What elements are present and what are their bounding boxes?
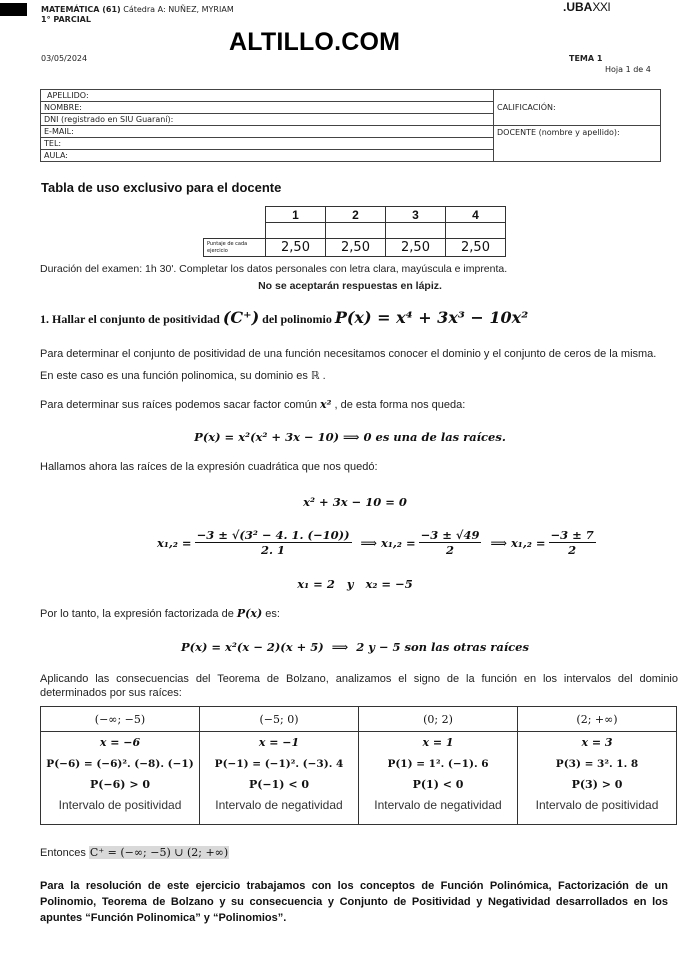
course-chair: Cátedra A: NUÑEZ, MYRIAM xyxy=(120,5,234,14)
duration-instructions: Duración del examen: 1h 30'. Completar los datos personales con letra clara, mayúscula e imprenta. xyxy=(40,263,508,275)
watermark: ALTILLO.COM xyxy=(229,28,401,56)
no-pencil-notice: No se aceptarán respuestas en lápiz. xyxy=(258,280,442,292)
field-apellido[interactable]: APELLIDO: xyxy=(41,90,494,102)
roots-result: x₁ = 2 y x₂ = −5 xyxy=(297,577,413,591)
teacher-table-title: Tabla de uso exclusivo para el docente xyxy=(41,180,282,195)
score-col-2: 2 xyxy=(326,207,386,223)
uba-logo: .UBAXXI xyxy=(563,0,611,14)
quadratic-formula: x₁,₂ = $\frac{\text{−3 ± √(3² − 4. 1. (−10))}}{2. 1}$ ⟹ x₁,₂ = $\frac{-3 \pm √49}{2}$ ⟹ x₁,₂ = $\frac{-3 \pm 7}{2}$ xyxy=(157,528,594,557)
course-header xyxy=(41,5,234,25)
evaluation-2: P(−1) = (−1)². (−3). 4 xyxy=(200,753,359,774)
paragraph-bolzano: Aplicando las consecuencias del Teorema de Bolzano, analizamos el signo de la función en los intervalos del dominio determinados por sus raíces: xyxy=(40,673,678,699)
interval-4: (2; +∞) xyxy=(518,707,677,732)
evaluation-3: P(1) = 1². (−1). 6 xyxy=(359,753,518,774)
evaluation-4: P(3) = 3². 1. 8 xyxy=(518,753,677,774)
positivity-set-result: C⁺ = (−∞; −5) ∪ (2; +∞) xyxy=(89,846,229,859)
redaction-bar xyxy=(0,3,27,16)
course-name: MATEMÁTICA (61) xyxy=(41,5,121,14)
field-dni[interactable]: DNI (registrado en SIU Guaraní): xyxy=(41,114,494,126)
score-cell-3[interactable] xyxy=(386,223,446,239)
equation-factor: P(x) = x²(x² + 3x − 10) ⟹ 0 es una de las raíces. xyxy=(194,430,506,444)
score-cell-1[interactable] xyxy=(266,223,326,239)
field-nombre[interactable]: NOMBRE: xyxy=(41,102,494,114)
exercise-1-statement: 1. Hallar el conjunto de positividad (C⁺) del polinomio P(x) = x⁴ + 3x³ − 10x² xyxy=(40,308,529,327)
paragraph-domain: Para determinar el conjunto de positividad de una función necesitamos conocer el dominio y el conjunto de ceros de la misma. En este caso es una función polinomica, su dominio es ℝ . xyxy=(40,348,657,382)
field-docente[interactable]: DOCENTE (nombre y apellido): xyxy=(494,126,661,162)
score-cell-4[interactable] xyxy=(446,223,506,239)
sign-2: P(−1) < 0 xyxy=(200,774,359,795)
tema-label: TEMA 1 xyxy=(569,54,603,63)
max-score-1: 2,50 xyxy=(266,239,326,257)
equation-factored: P(x) = x²(x − 2)(x + 5) ⟹ 2 y − 5 son las otras raíces xyxy=(181,640,529,654)
score-col-1: 1 xyxy=(266,207,326,223)
conclusion-3: Intervalo de negatividad xyxy=(359,795,518,825)
page-indicator: Hoja 1 de 4 xyxy=(605,65,651,74)
sign-1: P(−6) > 0 xyxy=(41,774,200,795)
test-point-3: x = 1 xyxy=(359,732,518,754)
field-email[interactable]: E-MAIL: xyxy=(41,126,494,138)
paragraph-factored: Por lo tanto, la expresión factorizada de P(x) es: xyxy=(40,607,280,620)
evaluation-1: P(−6) = (−6)². (−8). (−1) xyxy=(41,753,200,774)
conclusion-1: Intervalo de positividad xyxy=(41,795,200,825)
max-score-3: 2,50 xyxy=(386,239,446,257)
paragraph-common-factor: Para determinar sus raíces podemos sacar factor común x² , de esta forma nos queda: xyxy=(40,398,466,411)
max-score-4: 2,50 xyxy=(446,239,506,257)
max-score-2: 2,50 xyxy=(326,239,386,257)
interval-2: (−5; 0) xyxy=(200,707,359,732)
result-line: Entonces C⁺ = (−∞; −5) ∪ (2; +∞) xyxy=(40,846,229,859)
score-cell-2[interactable] xyxy=(326,223,386,239)
interval-1: (−∞; −5) xyxy=(41,707,200,732)
paragraph-quadratic: Hallamos ahora las raíces de la expresión cuadrática que nos quedó: xyxy=(40,461,378,473)
score-table xyxy=(203,206,506,257)
score-row-label: Puntaje de cada ejercicio xyxy=(204,239,266,257)
score-col-3: 3 xyxy=(386,207,446,223)
exam-date: 03/05/2024 xyxy=(41,54,88,63)
conclusion-4: Intervalo de positividad xyxy=(518,795,677,825)
test-point-4: x = 3 xyxy=(518,732,677,754)
interval-3: (0; 2) xyxy=(359,707,518,732)
exam-name: 1° PARCIAL xyxy=(41,15,91,24)
test-point-1: x = −6 xyxy=(41,732,200,754)
sign-4: P(3) > 0 xyxy=(518,774,677,795)
equation-quadratic: x² + 3x − 10 = 0 xyxy=(303,495,407,509)
field-calificacion[interactable]: CALIFICACIÓN: xyxy=(494,90,661,126)
c-plus-symbol: (C⁺) xyxy=(222,308,260,327)
closing-note: Para la resolución de este ejercicio trabajamos con los conceptos de Función Polinómica, Factorización de un Polinomio, Teorema de Bolzano y su consecuencia y Conjunto de Positividad y Negatividad desarrollados en los apuntes “Función Polinomica” y “Polinomios”. xyxy=(40,880,668,924)
sign-analysis-table xyxy=(40,706,677,825)
polynomial: P(x) = x⁴ + 3x³ − 10x² xyxy=(334,308,529,327)
conclusion-2: Intervalo de negatividad xyxy=(200,795,359,825)
field-tel[interactable]: TEL: xyxy=(41,138,494,150)
test-point-2: x = −1 xyxy=(200,732,359,754)
student-info-form xyxy=(40,89,661,162)
sign-3: P(1) < 0 xyxy=(359,774,518,795)
score-col-4: 4 xyxy=(446,207,506,223)
field-aula[interactable]: AULA: xyxy=(41,150,494,162)
